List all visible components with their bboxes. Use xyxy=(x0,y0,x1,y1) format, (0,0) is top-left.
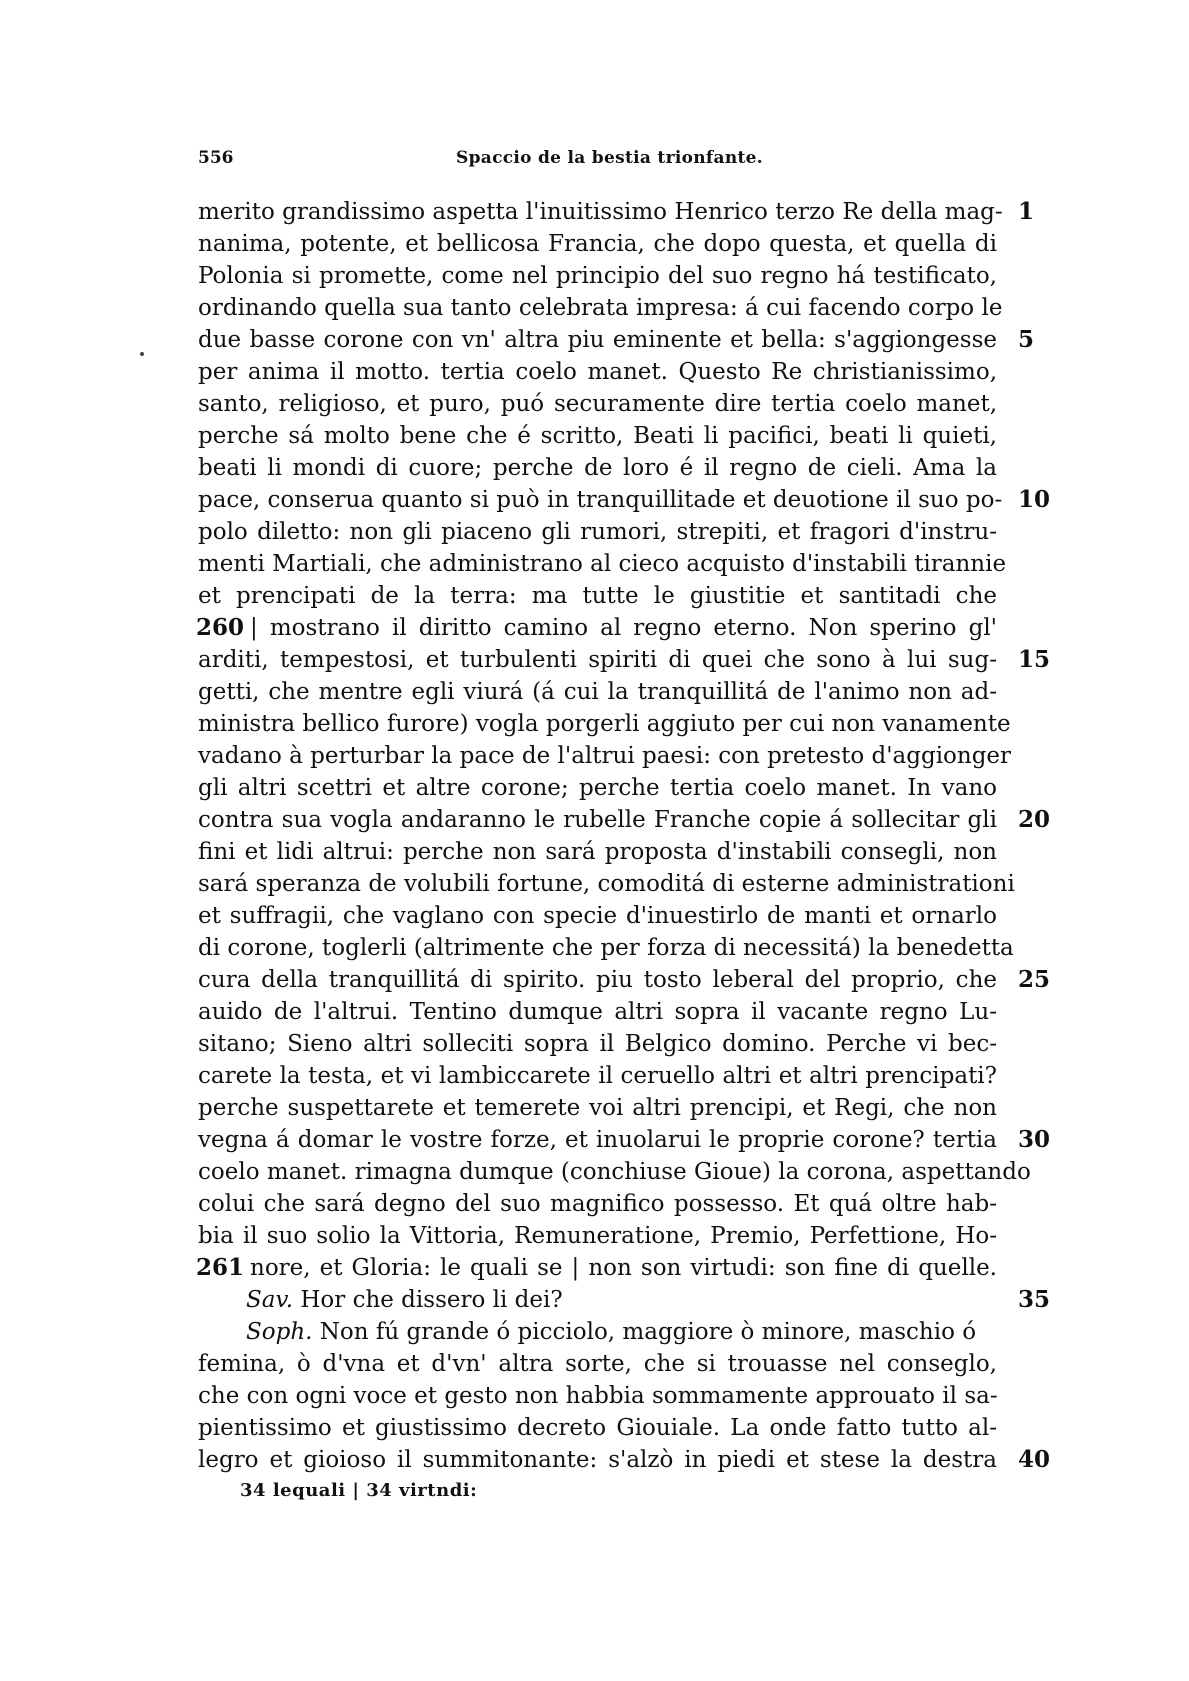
line-text: vegna á domar le vostre forze, et inuolarui le proprie corone? tertia xyxy=(198,1127,997,1153)
line-text: contra sua vogla andaranno le rubelle Franche copie á sollecitar gli xyxy=(198,807,997,833)
line-text: pace, conserua quanto si può in tranquillitade et deuotione il suo po- xyxy=(198,487,1003,513)
text-line xyxy=(198,868,1015,900)
line-text: gli altri scettri et altre corone; perche tertia coelo manet. In vano xyxy=(198,775,997,801)
text-line xyxy=(198,1188,997,1220)
line-text: due basse corone con vn' altra piu eminente et bella: s'aggiongesse xyxy=(198,327,997,353)
running-title: Spaccio de la bestia trionfante. xyxy=(456,148,763,168)
text-line xyxy=(198,900,997,932)
line-text: perche suspettarete et temerete voi altri prencipi, et Regi, che non xyxy=(198,1095,997,1121)
text-line xyxy=(198,388,997,420)
text-line xyxy=(198,548,1007,580)
speaker-label: Soph. xyxy=(246,1319,313,1345)
text-line xyxy=(198,1028,997,1060)
text-line xyxy=(198,644,1051,676)
line-text: et prencipati de la terra: ma tutte le giustitie et santitadi che xyxy=(198,583,997,609)
text-line xyxy=(198,516,997,548)
line-text: femina, ò d'vna et d'vn' altra sorte, che si trouasse nel conseglo, xyxy=(198,1351,997,1377)
line-number: 40 xyxy=(1018,1446,1051,1473)
text-line xyxy=(198,1220,997,1252)
line-text: polo diletto: non gli piaceno gli rumori, strepiti, et fragori d'instru- xyxy=(198,519,997,545)
text-line xyxy=(198,932,1014,964)
text-line xyxy=(198,1380,997,1412)
line-text: beati li mondi di cuore; perche de loro é il regno de cieli. Ama la xyxy=(198,455,997,481)
text-line xyxy=(198,772,997,804)
text-line xyxy=(198,708,1011,740)
margin-mark xyxy=(140,352,144,356)
text-line xyxy=(198,324,1035,356)
line-number: 5 xyxy=(1018,326,1035,353)
line-text: ministra bellico furore) vogla porgerli aggiuto per cui non vanamente xyxy=(198,711,1011,737)
text-line xyxy=(198,996,997,1028)
text-line xyxy=(198,676,997,708)
line-text: getti, che mentre egli viurá (á cui la tranquillitá de l'animo non ad- xyxy=(198,679,997,705)
line-text: ordinando quella sua tanto celebrata impresa: á cui facendo corpo le xyxy=(198,295,1003,321)
line-text: nore, et Gloria: le quali se | non son virtudi: son fine di quelle. xyxy=(250,1255,997,1281)
text-line xyxy=(198,1124,1051,1156)
line-text: che con ogni voce et gesto non habbia sommamente approuato il sa- xyxy=(198,1383,998,1409)
line-number: 20 xyxy=(1018,806,1051,833)
line-number: 15 xyxy=(1018,646,1051,673)
line-text: fini et lidi altrui: perche non sará proposta d'instabili consegli, non xyxy=(198,839,997,865)
line-text: pientissimo et giustissimo decreto Giouiale. La onde fatto tutto al- xyxy=(198,1415,997,1441)
text-line xyxy=(198,612,997,644)
text-line xyxy=(198,1092,997,1124)
footnote: 34 lequali | 34 virtndi: xyxy=(240,1480,478,1501)
speech-text: Hor che dissero li dei? xyxy=(300,1287,563,1313)
line-text: | mostrano il diritto camino al regno eterno. Non sperino gl' xyxy=(250,615,997,641)
line-text: vadano à perturbar la pace de l'altrui paesi: con pretesto d'aggionger xyxy=(198,743,1012,769)
line-number: 25 xyxy=(1018,966,1051,993)
text-line xyxy=(198,356,997,388)
text-line xyxy=(198,740,1012,772)
line-number: 10 xyxy=(1018,486,1051,513)
line-text: colui che sará degno del suo magnifico possesso. Et quá oltre hab- xyxy=(198,1191,997,1217)
text-line xyxy=(198,260,997,292)
line-number: 30 xyxy=(1018,1126,1051,1153)
text-line xyxy=(198,580,997,612)
text-line xyxy=(198,804,1051,836)
text-line xyxy=(198,1252,997,1284)
line-text: di corone, toglerli (altrimente che per forza di necessitá) la benedetta xyxy=(198,935,1014,961)
line-text: per anima il motto. tertia coelo manet. Questo Re christianissimo, xyxy=(198,359,997,385)
page-number: 556 xyxy=(198,148,234,168)
text-line xyxy=(198,420,997,452)
text-line xyxy=(198,1444,1051,1476)
text-line xyxy=(198,836,997,868)
text-line xyxy=(198,1412,997,1444)
body-text xyxy=(196,196,1051,1476)
text-line xyxy=(198,1348,997,1380)
speech-text: Non fú grande ó picciolo, maggiore ò minore, maschio ó xyxy=(319,1319,977,1345)
line-text: cura della tranquillitá di spirito. piu tosto leberal del proprio, che xyxy=(198,967,997,993)
line-text: perche sá molto bene che é scritto, Beati li pacifici, beati li quieti, xyxy=(198,423,997,449)
line-text: coelo manet. rimagna dumque (conchiuse Gioue) la corona, aspettando xyxy=(198,1159,1031,1185)
line-text: nanima, potente, et bellicosa Francia, che dopo questa, et quella di xyxy=(198,231,997,257)
line-text: menti Martiali, che administrano al cieco acquisto d'instabili tirannie xyxy=(198,551,1007,577)
line-text: sitano; Sieno altri solleciti sopra il Belgico domino. Perche vi bec- xyxy=(198,1031,997,1057)
text-line xyxy=(198,1284,1051,1316)
line-text: carete la testa, et vi lambiccarete il ceruello altri et altri prencipati? xyxy=(198,1063,997,1089)
source-page-number: 261 xyxy=(196,1254,245,1281)
speaker-label: Sav. xyxy=(246,1287,294,1313)
text-line xyxy=(198,1060,997,1092)
line-text: santo, religioso, et puro, puó securamente dire tertia coelo manet, xyxy=(198,391,997,417)
line-text: legro et gioioso il summitonante: s'alzò in piedi et stese la destra xyxy=(198,1447,997,1473)
text-line xyxy=(198,964,1051,996)
text-line xyxy=(198,452,997,484)
line-text: arditi, tempestosi, et turbulenti spiriti di quei che sono à lui sug- xyxy=(198,647,997,673)
text-line xyxy=(198,228,997,260)
text-line xyxy=(198,292,1003,324)
line-text: Polonia si promette, come nel principio del suo regno há testificato, xyxy=(198,263,997,289)
line-text: merito grandissimo aspetta l'inuitissimo Henrico terzo Re della mag- xyxy=(198,199,1003,225)
line-text xyxy=(246,1316,977,1348)
line-text: bia il suo solio la Vittoria, Remuneratione, Premio, Perfettione, Ho- xyxy=(198,1223,997,1249)
text-line xyxy=(198,196,1035,228)
line-text: et suffragii, che vaglano con specie d'inuestirlo de manti et ornarlo xyxy=(198,903,997,929)
source-page-number: 260 xyxy=(196,614,245,641)
line-text: auido de l'altrui. Tentino dumque altri sopra il vacante regno Lu- xyxy=(198,999,997,1025)
line-text: sará speranza de volubili fortune, comoditá di esterne administrationi xyxy=(198,871,1015,897)
text-line xyxy=(198,1156,1031,1188)
line-number: 1 xyxy=(1018,198,1035,225)
running-head xyxy=(198,148,1038,178)
text-line xyxy=(198,1316,997,1348)
line-number: 35 xyxy=(1018,1286,1051,1313)
text-line xyxy=(198,484,1051,516)
line-text xyxy=(246,1284,949,1316)
